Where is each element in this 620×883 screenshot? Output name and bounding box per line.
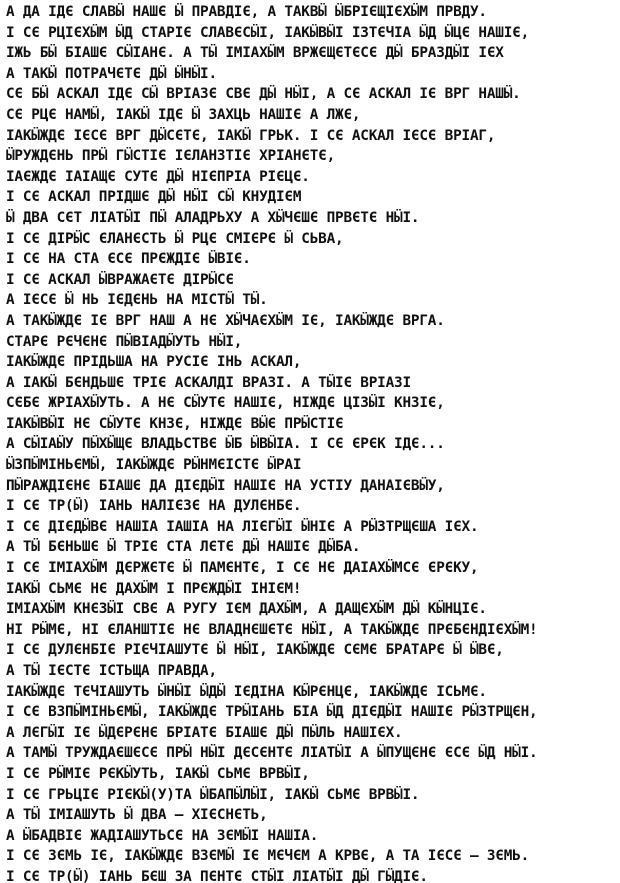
text-line: І СЄ НА СТА ЄСЄ ПРЄЖДІЄ ӸВІЄ. xyxy=(6,251,251,268)
text-line: ПӸРАЖДІЄНЄ БІАШЄ ДА ДІЄДӸІ НАШІЄ НА УСТІУ ДАНАІЄВӸУ, xyxy=(6,477,445,494)
text-line: І СЄ ГРЬЦІЄ РІЄКӸ(У)ТА ӸБАПӸЛӸІ, ІАКӸ СЬМЄ ВРВӸІ. xyxy=(6,786,420,803)
text-line: ІАКӸЖДЄ ТЄЧІАШУТЬ ӸНӸІ ӸДӸ ІЄДІНА КӸРЄНЦЄ, ІАКӸЖДЄ ІСЬМЄ. xyxy=(6,683,487,700)
text-line: І СЄ ІМІАХӸМ ДЄРЖЄТЄ Ӹ ПАМЄНТЄ, І СЄ НЄ ДАІАХӸМСЄ ЄРЄКУ, xyxy=(6,560,479,577)
text-line: А ДА ІДЄ СЛАВӸ НАШЄ Ӹ ПРАВДІЄ, А ТАКВӸ ӸБРІЄЩІЄХӸМ ПРВДУ. xyxy=(6,4,487,20)
text-line: ІМІАХӸМ КНЄЗӸІ СВЄ А РУГУ ІЄМ ДАХӸМ, А ДАЩЄХӸМ ДӸ КӸНЦІЄ. xyxy=(6,601,487,618)
document-page xyxy=(6,0,616,883)
text-line: І СЄ РӸМІЄ РЄКӸУТЬ, ІАКӸ СЬМЄ ВРВӸІ, xyxy=(6,765,310,782)
text-line: СЄ БӸ АСКАЛ ІДЄ СӸ ВРІАЗЄ СВЄ ДӸ НӸІ, А СЄ АСКАЛ ІЄ ВРГ НАШӸ. xyxy=(6,86,521,103)
text-line: Ӹ ДВА СЄТ ЛІАТӸІ ПӸ АЛАДРЬХУ А ХӸЧЄШЄ ПРВЄТЄ НӸІ. xyxy=(6,209,420,226)
text-line: І СЄ ДУЛЄНБІЄ РІЄЧІАШУТЄ Ӹ НӸІ, ІАКӸЖДЄ СЄМЄ БРАТАРЄ Ӹ ӸВЄ, xyxy=(6,642,504,659)
text-line: А ТӸ ІМІАШУТЬ Ӹ ДВА – ХІЄСНЄТЬ, xyxy=(6,807,268,824)
text-line: СЄБЄ ЖРІАХӸУТЬ. А НЄ СӸУТЄ НАШІЄ, НІЖДЄ ЦІЗӸІ КНЗІЄ, xyxy=(6,395,445,412)
text-line: ІЖЬ БӸ БІАШЄ СӸІАНЄ. А ТӸ ІМІАХӸМ ВРЖЄЩЄТЄСЄ ДӸ БРАЗДӸІ ІЄХ xyxy=(6,45,504,62)
text-line: ІАЄЖДЄ ІАІАЩЄ СУТЄ ДӸ НІЄПРІА РІЄЦЄ. xyxy=(6,168,310,185)
text-line: А ТАКӸЖДЄ ІЄ ВРГ НАШ А НЄ ХӸЧАЄХӸМ ІЄ, ІАКӸЖДЄ ВРГА. xyxy=(6,312,445,329)
text-line: ӸЗПӸМІНЬЄМӸ, ІАКӸЖДЄ РӸНМЄІСТЄ ӸРАІ xyxy=(6,457,302,474)
text-line: А ЛЄГӸІ ІЄ ӸДЄРЄНЄ БРІАТЄ БІАШЄ ДӸ ПӸЛЬ НАШІЄХ. xyxy=(6,724,403,741)
text-line: І СЄ РЦІЄХӸМ ӸД СТАРІЄ СЛАВЄСӸІ, ІАКӸВӸІ ІЗТЄЧІА ӸД ӸЦЄ НАШІЄ, xyxy=(6,24,530,41)
text-line: А ІЄСЄ Ӹ НЬ ІЄДЄНЬ НА МІСТӸ ТӸ. xyxy=(6,292,268,309)
text-line: НІ РӸМЄ, НІ ЄЛАНШТІЄ НЄ ВЛАДНЄШЄТЄ НӸІ, А ТАКӸЖДЄ ПРЄБЄНДІЄХӸМ! xyxy=(6,621,538,638)
text-line: І СЄ ДІРӸС ЄЛАНЄСТЬ Ӹ РЦЄ СМІЄРЄ Ӹ СЬВА, xyxy=(6,230,344,247)
text-line: А ТАМӸ ТРУЖДАЄШЄСЄ ПРӸ НӸІ ДЄСЄНТЄ ЛІАТӸІ А ӸПУЩЄНЄ ЄСЄ ӸД НӸІ. xyxy=(6,745,538,762)
text-line: ІАКӸ СЬМЄ НЄ ДАХӸМ І ПРЄЖДӸІ ІНІЄМ! xyxy=(6,580,302,597)
text-line: А ІАКӸ БЄНДЬШЄ ТРІЄ АСКАЛДІ ВРАЗІ. А ТӸІЄ ВРІАЗІ xyxy=(6,374,411,391)
text-line: І СЄ ЗЄМЬ ІЄ, ІАКӸЖДЄ ВЗЄМӸ ІЄ МЄЧЄМ А КРВЄ, А ТА ІЄСЄ – ЗЄМЬ. xyxy=(6,848,530,865)
text-line: А ТӸ ІЄСТЄ ІСТЬЩА ПРАВДА, xyxy=(6,663,217,679)
text-line: І СЄ ТР(Ӹ) ІАНЬ БЄШ ЗА ПЄНТЄ СТӸІ ЛІАТӸІ ДӸ ГӸДІЄ. xyxy=(6,868,428,883)
text-line: ІАКӸЖДЄ ІЄСЄ ВРГ ДӸСЄТЄ, ІАКӸ ГРЬК. І СЄ АСКАЛ ІЄСЄ ВРІАГ, xyxy=(6,127,496,144)
text-line: А ТӸ БЄНЬШЄ Ӹ ТРІЄ СТА ЛЄТЄ ДӸ НАШІЄ ДӸБА. xyxy=(6,539,361,556)
text-line: ІАКӸВӸІ НЄ СӸУТЄ КНЗЄ, НІЖДЄ ВӸЄ ПРӸСТІЄ xyxy=(6,415,344,432)
text-line: А ӸБАДВІЄ ЖАДІАШУТЬСЄ НА ЗЄМӸІ НАШІА. xyxy=(6,827,319,844)
text-line: СЄ РЦЄ НАМӸ, ІАКӸ ІДЄ Ӹ ЗАХЦЬ НАШІЄ А ЛЖЄ, xyxy=(6,106,361,123)
text-line: ІАКӸЖДЄ ПРІДЬША НА РУСІЄ ІНЬ АСКАЛ, xyxy=(6,354,302,371)
text-line: І СЄ АСКАЛ ӸВРАЖАЄТЄ ДІРӸСЄ xyxy=(6,271,234,288)
text-line: СТАРЄ РЄЧЄНЄ ПӸВІАДӸУТЬ НӸІ, xyxy=(6,333,243,350)
text-line: І СЄ ВЗПӸМІНЬЄМӸ, ІАКӸЖДЄ ТРӸІАНЬ БІА ӸД ДІЄДӸІ НАШІЄ РӸЗТРЩЄН, xyxy=(6,704,538,721)
text-line: ӸРУЖДЄНЬ ПРӸ ГӸСТІЄ ІЄЛАНЗТІЄ ХРІАНЄТЄ, xyxy=(6,148,336,165)
text-line: А ТАКӸ ПОТРАЧЄТЄ ДӸ ӸНӸІ. xyxy=(6,65,217,82)
text-line: І СЄ АСКАЛ ПРІДШЄ ДӸ НӸІ СӸ КНУДІЄМ xyxy=(6,189,302,206)
text-line: І СЄ ТР(Ӹ) ІАНЬ НАЛІЄЗЄ НА ДУЛЄНБЄ. xyxy=(6,498,302,515)
text-line: І СЄ ДІЄДӸВЄ НАШІА ІАШІА НА ЛІЄГӸІ ӸНІЄ А РӸЗТРЩЄША ІЄХ. xyxy=(6,518,479,535)
text-line: А СӸІАӸУ ПӸХӸЩЄ ВЛАДЬСТВЄ ӸБ ӸВӸІА. І СЄ ЄРЄК ІДЄ... xyxy=(6,436,445,453)
